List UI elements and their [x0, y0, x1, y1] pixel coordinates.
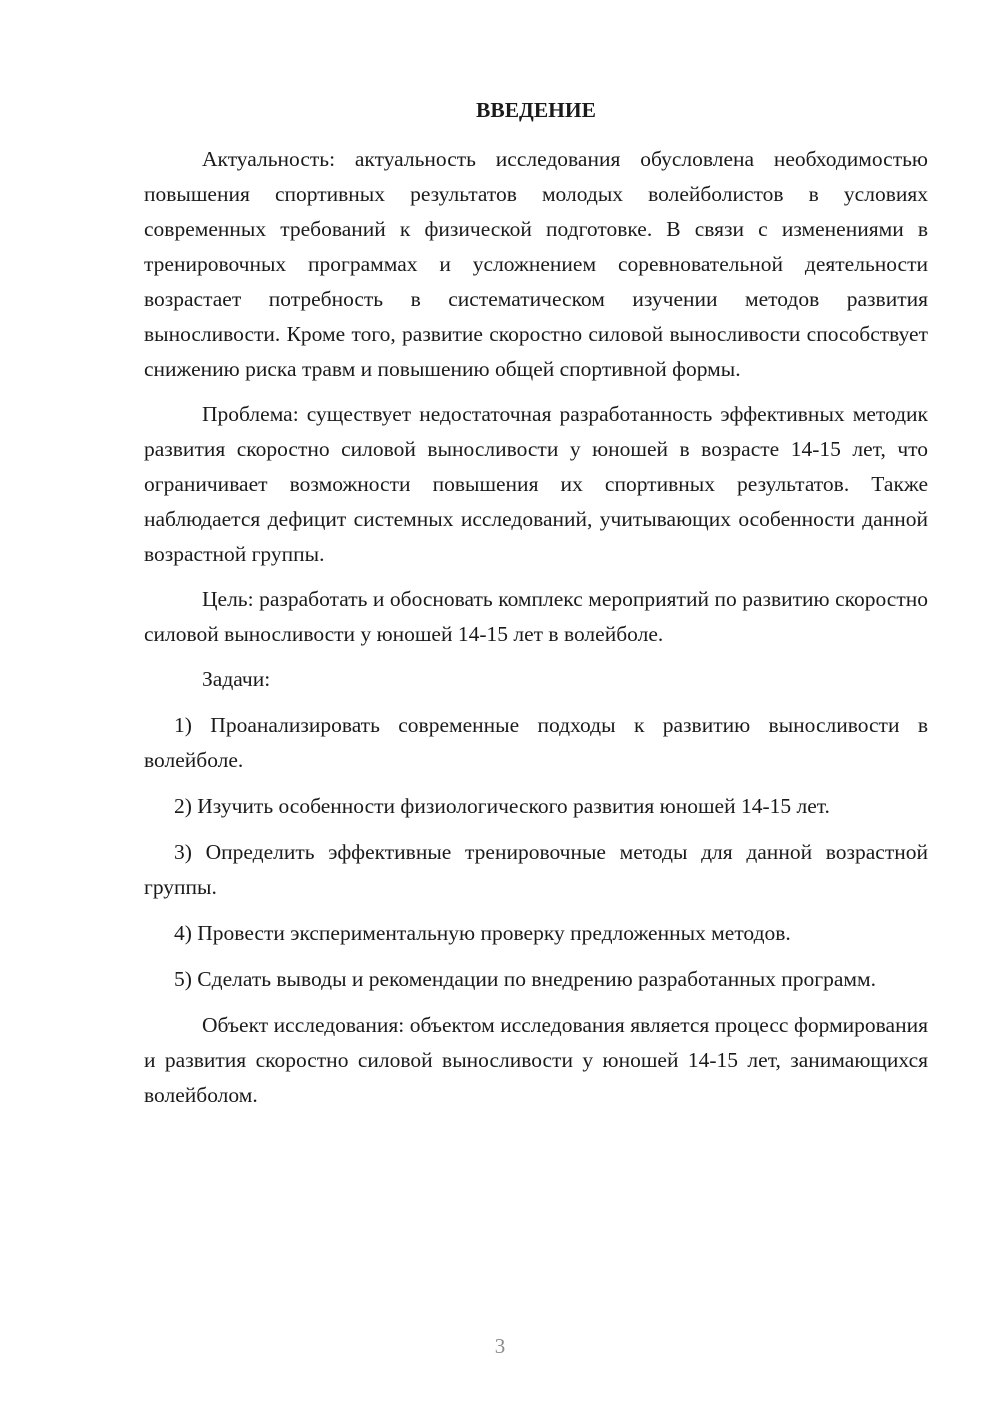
task-item: 2) Изучить особенности физиологического развития юношей 14-15 лет. [174, 794, 830, 818]
page-content [144, 94, 928, 1123]
problem-paragraph: Проблема: существует недостаточная разработанность эффективных методик развития скоростно силовой выносливости у юношей в возрасте 14-15 лет, что ограничивает возможности повышения их спортивных результатов. Также наблюдается дефицит системных исследований, учитывающих особенности данной возрастной группы. [144, 402, 928, 566]
page-number: 3 [494, 1334, 506, 1358]
tasks-heading: Задачи: [202, 667, 271, 691]
goal-paragraph: Цель: разработать и обосновать комплекс мероприятий по развитию скоростно силовой выносливости у юношей 14-15 лет в волейболе. [144, 587, 928, 646]
object-paragraph: Объект исследования: объектом исследования является процесс формирования и развития скоростно силовой выносливости у юношей 14-15 лет, занимающихся волейболом. [144, 1013, 928, 1107]
task-item: 5) Сделать выводы и рекомендации по внедрению разработанных программ. [174, 967, 876, 991]
relevance-paragraph: Актуальность: актуальность исследования обусловлена необходимостью повышения спортивных результатов молодых волейболистов в условиях современных требований к физической подготовке. В связи с изменениями в тренировочных программах и усложнением соревновательной деятельности возрастает потребность в систематическом изучении методов развития выносливости. Кроме того, развитие скоростно силовой выносливости способствует снижению риска травм и повышению общей спортивной формы. [144, 147, 928, 381]
task-item: 4) Провести экспериментальную проверку предложенных методов. [174, 921, 791, 945]
task-item: 3) Определить эффективные тренировочные методы для данной возрастной группы. [144, 840, 928, 899]
task-item: 1) Проанализировать современные подходы к развитию выносливости в волейболе. [144, 713, 928, 772]
section-title: ВВЕДЕНИЕ [476, 98, 596, 122]
